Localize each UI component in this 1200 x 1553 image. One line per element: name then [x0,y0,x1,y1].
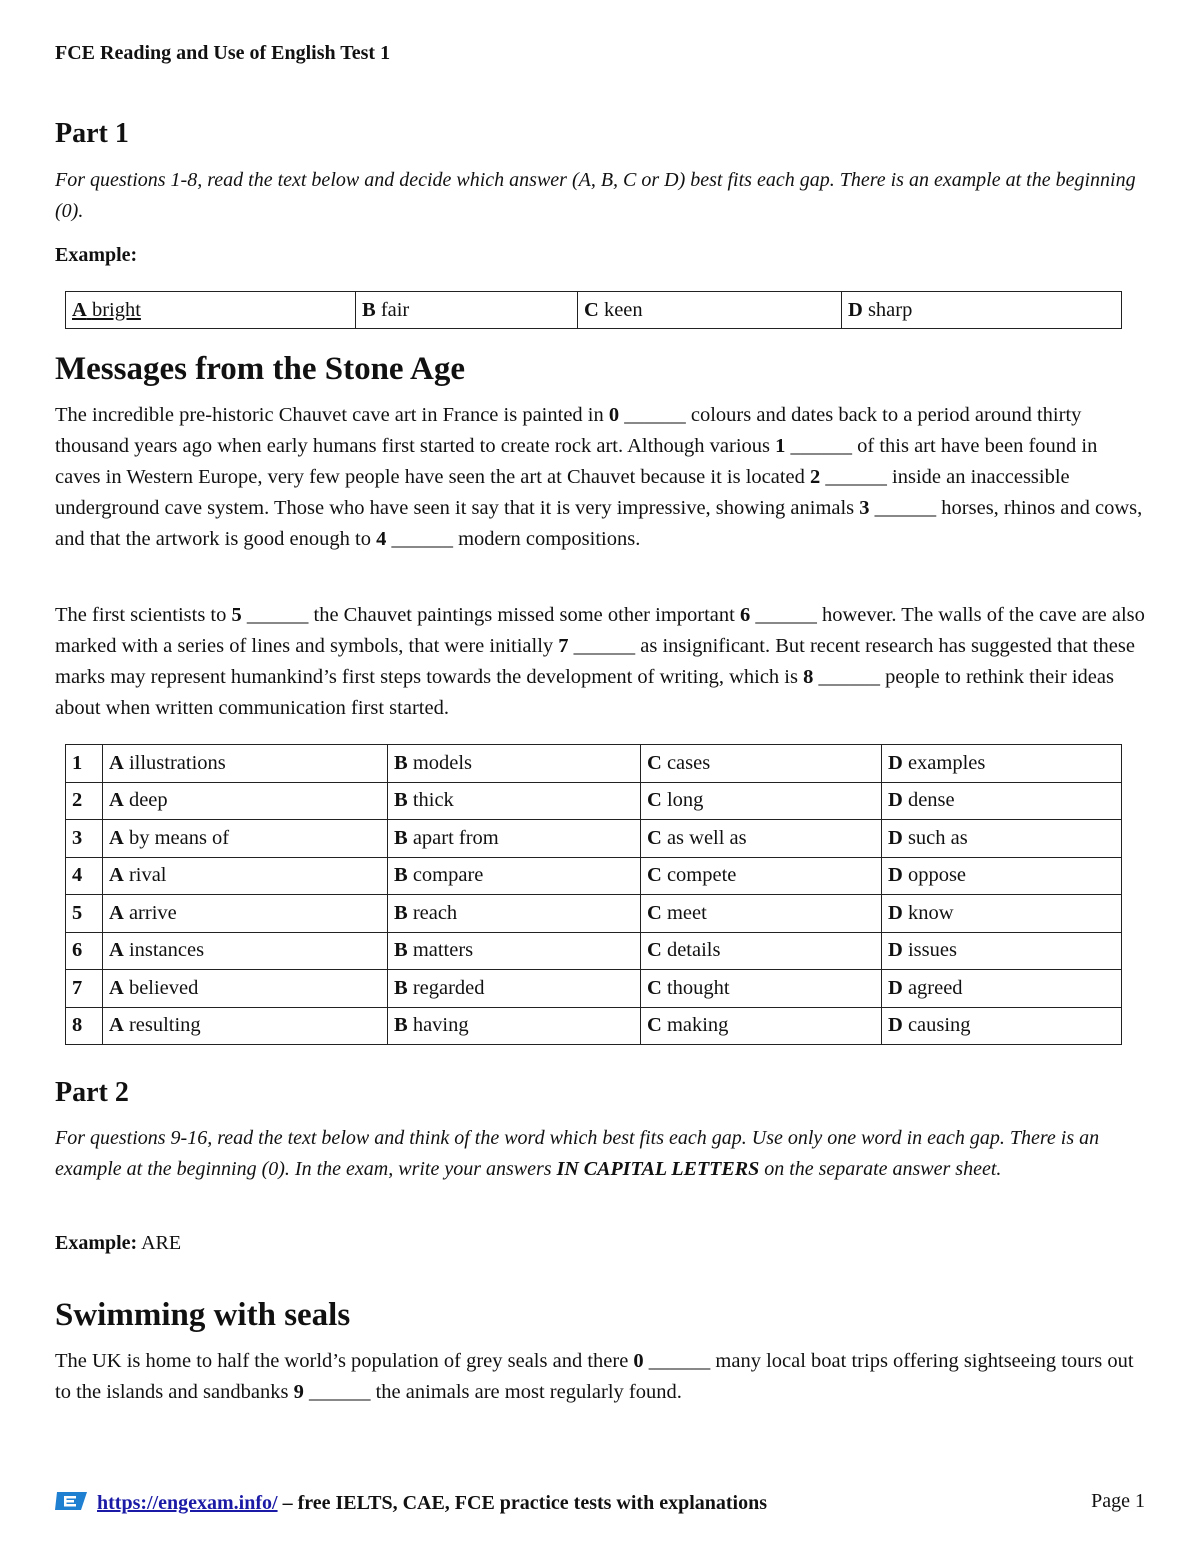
part2-heading: Part 2 [55,1077,129,1108]
answer-option-a: A illustrations [103,745,388,783]
answer-option-a: A by means of [103,820,388,858]
answer-option-d: D examples [882,745,1122,783]
part2-instruction: For questions 9-16, read the text below and think of the word which best fits each gap. Use only one word in each gap. There is an example at the beginning (0). In the exam, write your answers IN CAPITAL LETTERS on the separate answer sheet. [55,1127,1100,1180]
question-row [66,970,1122,1008]
answer-option-a: A instances [103,932,388,970]
answer-option-d: D dense [882,782,1122,820]
question-number: 2 [66,782,103,820]
answer-option-a: A rival [103,857,388,895]
answer-option-a: A resulting [103,1007,388,1045]
answer-option-d: D causing [882,1007,1122,1045]
example-option-d: D sharp [842,292,1122,329]
answer-option-b: B apart from [388,820,641,858]
answer-option-b: B matters [388,932,641,970]
part2-paragraph-1: The UK is home to half the world’s population of grey seals and there 0 ______ many local boat trips offering sightseeing tours out to the islands and sandbanks 9 ______ the animals are most regularly found. [55,1350,1134,1403]
answer-option-c: C compete [641,857,882,895]
question-options-table [65,744,1122,1045]
answer-option-b: B compare [388,857,641,895]
answer-option-d: D oppose [882,857,1122,895]
answer-option-a: A deep [103,782,388,820]
engexam-logo-icon [55,1490,89,1512]
answer-option-d: D issues [882,932,1122,970]
answer-option-c: C thought [641,970,882,1008]
question-row [66,1007,1122,1045]
answer-option-b: B thick [388,782,641,820]
question-row [66,932,1122,970]
example-option-a: A bright [66,292,356,329]
question-row [66,745,1122,783]
question-number: 6 [66,932,103,970]
part1-heading: Part 1 [55,118,129,149]
answer-option-a: A believed [103,970,388,1008]
part2-text-title: Swimming with seals [55,1297,351,1333]
part2-example: Example: ARE [55,1232,182,1254]
page-footer [55,1490,1145,1515]
answer-option-b: B regarded [388,970,641,1008]
question-row [66,820,1122,858]
part1-paragraph-1: The incredible pre-historic Chauvet cave art in France is painted in 0 ______ colours and dates back to a period around thirty thousand years ago when early humans first started to create rock art. Although various 1 ______ of this art have been found in caves in Western Europe, very few people have seen the art at Chauvet because it is located 2 ______ inside an inaccessible underground cave system. Those who have seen it say that it is very impressive, showing animals 3 ______ horses, rhinos and cows, and that the artwork is good enough to 4 ______ modern compositions. [55,404,1143,550]
document-header: FCE Reading and Use of English Test 1 [55,42,391,64]
part1-instruction: For questions 1-8, read the text below and decide which answer (A, B, C or D) best fits each gap. There is an example at the beginning (0). [55,169,1136,222]
example-option-c: C keen [578,292,842,329]
part1-paragraph-2: The first scientists to 5 ______ the Chauvet paintings missed some other important 6 ______ however. The walls of the cave are also marked with a series of lines and symbols, that were initially 7 ______ as insignificant. But recent research has suggested that these marks may represent humankind’s first steps towards the development of writing, which is 8 ______ people to rethink their ideas about when written communication first started. [55,604,1145,719]
answer-option-c: C meet [641,895,882,933]
question-number: 7 [66,970,103,1008]
question-number: 5 [66,895,103,933]
example-options-table [65,291,1122,329]
engexam-link[interactable]: https://engexam.info/ [97,1492,278,1514]
page-number: Page 1 [1091,1490,1145,1512]
answer-option-d: D know [882,895,1122,933]
answer-option-b: B reach [388,895,641,933]
question-number: 1 [66,745,103,783]
answer-option-c: C making [641,1007,882,1045]
answer-option-c: C cases [641,745,882,783]
question-row [66,895,1122,933]
part1-text-title: Messages from the Stone Age [55,351,465,387]
answer-option-c: C as well as [641,820,882,858]
answer-option-c: C details [641,932,882,970]
answer-option-c: C long [641,782,882,820]
answer-option-d: D agreed [882,970,1122,1008]
example-option-b: B fair [356,292,578,329]
answer-option-b: B models [388,745,641,783]
answer-option-b: B having [388,1007,641,1045]
question-number: 3 [66,820,103,858]
answer-option-a: A arrive [103,895,388,933]
question-row [66,857,1122,895]
footer-tagline: – free IELTS, CAE, FCE practice tests with explanations [277,1492,768,1514]
question-number: 4 [66,857,103,895]
question-row [66,782,1122,820]
part1-example-label: Example: [55,244,138,266]
answer-option-d: D such as [882,820,1122,858]
question-number: 8 [66,1007,103,1045]
